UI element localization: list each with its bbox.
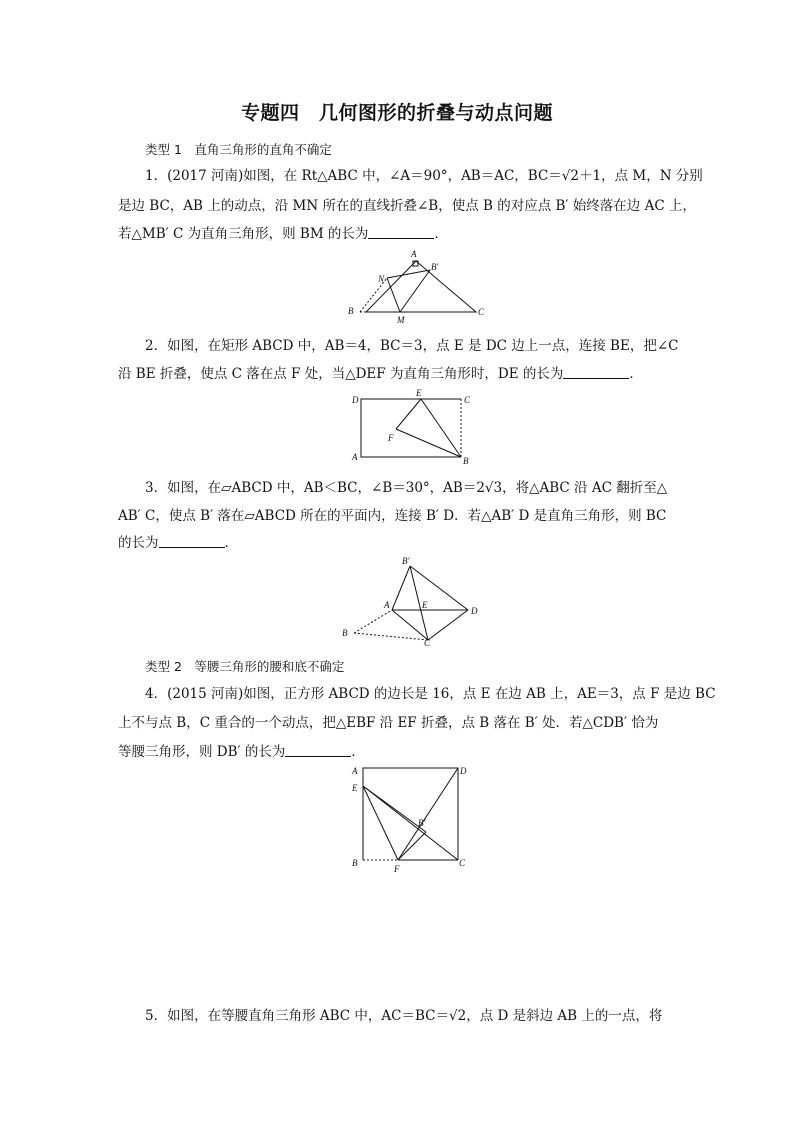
problem-4-line-1: 4．(2015 河南)如图，正方形 ABCD 的边长是 16，点 E 在边 AB 上，AE＝3，点 F 是边 BC (145, 686, 716, 702)
triangle-abc (366, 261, 476, 312)
section-heading-type-1: 类型 1 直角三角形的直角不确定 (145, 142, 332, 157)
label-a: A (352, 766, 358, 776)
diagonal-ac (392, 610, 428, 640)
segment-ef (396, 399, 421, 429)
label-b: B (342, 628, 348, 638)
problem-3-line-2: AB′ C，使点 B′ 落在▱ABCD 所在的平面内，连接 B′ D．若△AB′ D 是直角三角形，则 BC (118, 508, 667, 524)
problem-4-line-2: 上不与点 B，C 重合的一个动点，把△EBF 沿 EF 折叠，点 B 落在 B′ 处．若△CDB′ 恰为 (118, 715, 659, 731)
problem-1-line-1: 1．(2017 河南)如图，在 Rt△ABC 中，∠A＝90°，AB＝AC，BC＝√2＋1，点 M，N 分别 (145, 168, 703, 184)
segment-fd (398, 768, 458, 860)
fold-line-mn (387, 278, 400, 312)
label-b: B (348, 306, 354, 316)
segment-mb1 (400, 270, 430, 312)
label-b-prime: B′ (418, 818, 426, 828)
label-c: C (459, 858, 466, 868)
section-heading-type-2: 类型 2 等腰三角形的腰和底不确定 (145, 659, 345, 674)
label-m: M (397, 315, 405, 325)
dashed-side-ba (354, 610, 392, 633)
label-c: C (464, 395, 471, 405)
label-c: C (478, 307, 485, 317)
problem-3-line-1: 3．如图，在▱ABCD 中，AB＜BC，∠B＝30°，AB＝2√3，将△ABC 沿 AC 翻折至△ (145, 480, 668, 496)
problem-1-line-2: 是边 BC，AB 上的动点，沿 MN 所在的直线折叠∠B，使点 B 的对应点 B′ 始终落在边 AC 上， (118, 198, 696, 214)
problem-4-line-3: 等腰三角形，则 DB′ 的长为 ． (118, 744, 365, 760)
page-title: 专题四 几何图形的折叠与动点问题 (240, 102, 553, 124)
problem-1-line-3: 若△MB′ C 为直角三角形，则 BM 的长为 ． (118, 226, 448, 242)
problem-2-line-2: 沿 BE 折叠，使点 C 落在点 F 处，当△DEF 为直角三角形时，DE 的长为 ． (118, 366, 643, 382)
segment-eb1 (363, 786, 426, 832)
fold-line-ef (363, 786, 398, 860)
label-e: E (416, 388, 422, 398)
label-c: C (424, 638, 431, 646)
problem-2-line-1: 2．如图，在矩形 ABCD 中，AB＝4，BC＝3，点 E 是 DC 边上一点，连接 BE，把∠C (145, 338, 679, 354)
label-d: D (352, 395, 359, 405)
label-b: B (463, 456, 469, 466)
figure-4 (346, 762, 476, 874)
label-f: F (388, 433, 394, 443)
segment-b1a (392, 566, 410, 610)
square-abcd (363, 768, 458, 860)
label-a: A (384, 600, 390, 610)
label-b-prime: B′ (402, 556, 410, 566)
figure-2 (344, 388, 484, 466)
problem-5-line-1: 5．如图，在等腰直角三角形 ABC 中，AC＝BC＝√2，点 D 是斜边 AB 上的一点，将 (145, 1008, 663, 1024)
answer-blank (285, 744, 351, 757)
segment-ec (363, 786, 458, 860)
label-b: B (352, 858, 358, 868)
label-f: F (394, 864, 400, 874)
answer-blank (563, 366, 629, 379)
segment-nb1 (387, 270, 430, 278)
answer-blank (368, 226, 434, 239)
label-a: A (352, 452, 358, 462)
figure-1 (340, 244, 490, 326)
figure-3 (338, 554, 488, 646)
answer-blank (159, 535, 225, 548)
label-d: D (471, 606, 478, 616)
label-e: E (352, 783, 358, 793)
problem-3-line-3: 的长为 ． (118, 535, 238, 551)
label-d: D (460, 766, 467, 776)
label-b-prime: B′ (431, 262, 439, 272)
rectangle-abcd (361, 399, 461, 457)
label-e: E (422, 600, 428, 610)
label-n: N (378, 274, 385, 284)
dashed-side-bc (354, 633, 428, 640)
segment-b1f (398, 832, 426, 860)
label-a: A (411, 249, 417, 259)
side-dc (428, 610, 468, 640)
